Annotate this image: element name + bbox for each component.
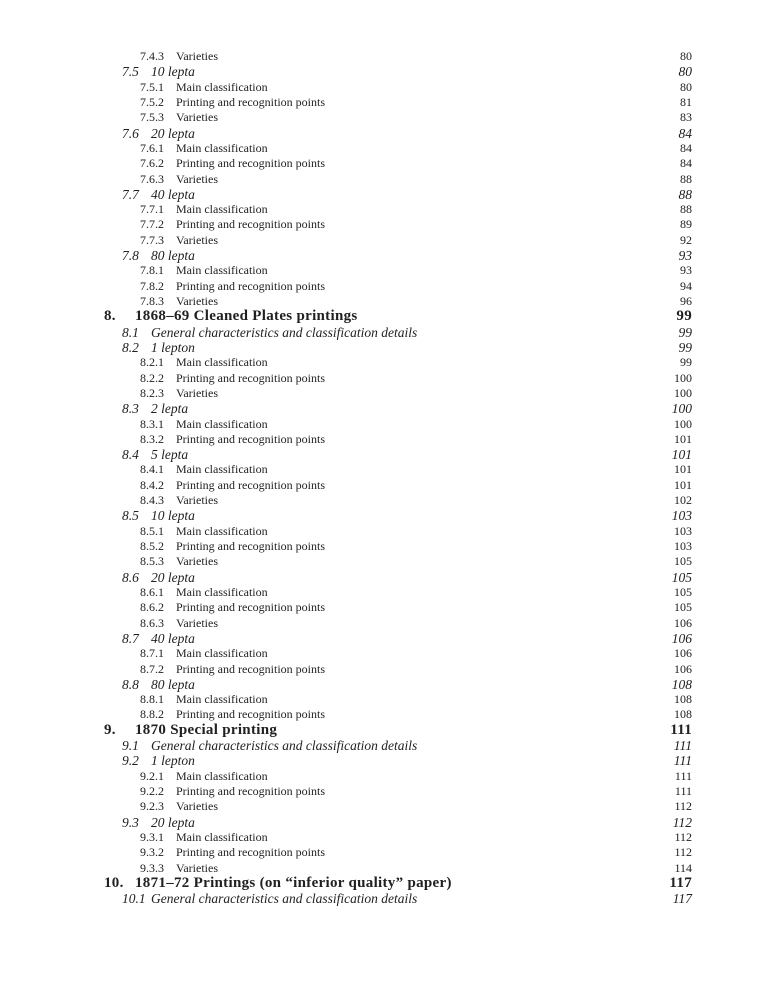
toc-entry-page: 100 bbox=[674, 385, 692, 400]
toc-entry-number: 8.5.1 bbox=[140, 523, 164, 538]
toc-entry-number: 8.8 bbox=[122, 676, 139, 692]
toc-entry-page: 84 bbox=[680, 140, 692, 155]
toc-entry-number: 8.5.2 bbox=[140, 539, 164, 553]
toc-entry-page: 94 bbox=[680, 278, 692, 293]
toc-entry-title: Varieties bbox=[176, 294, 218, 308]
toc-entry bbox=[0, 279, 778, 294]
toc-entry-title: Printing and recognition points bbox=[176, 431, 325, 446]
toc-entry-number: 8.2 bbox=[122, 339, 139, 355]
toc-entry-page: 106 bbox=[674, 615, 692, 630]
toc-entry-number: 7.5.1 bbox=[140, 79, 164, 94]
toc-entry bbox=[0, 753, 778, 768]
toc-entry-title: 40 lepta bbox=[151, 630, 195, 646]
toc-entry bbox=[0, 447, 778, 462]
toc-entry-page: 99 bbox=[678, 339, 692, 355]
toc-entry bbox=[0, 600, 778, 615]
toc-entry bbox=[0, 309, 778, 324]
toc-entry bbox=[0, 95, 778, 110]
toc-entry-title: 10 lepta bbox=[151, 64, 195, 80]
toc-entry-page: 111 bbox=[670, 721, 692, 738]
toc-entry-page: 101 bbox=[674, 462, 692, 477]
toc-entry bbox=[0, 217, 778, 232]
toc-entry-page: 84 bbox=[678, 125, 692, 141]
toc-entry-number: 9.2.3 bbox=[140, 799, 164, 814]
toc-entry-title: Main classification bbox=[176, 355, 268, 370]
toc-entry-number: 7.7.3 bbox=[140, 232, 164, 247]
toc-entry-page: 111 bbox=[673, 738, 692, 754]
toc-entry-number: 8.7 bbox=[122, 630, 139, 646]
toc-entry-title: Main classification bbox=[176, 646, 268, 661]
toc-entry-title: 20 lepta bbox=[151, 569, 195, 585]
toc-entry-number: 7.6.1 bbox=[140, 140, 164, 155]
toc-entry bbox=[0, 677, 778, 692]
toc-entry bbox=[0, 799, 778, 814]
toc-entry bbox=[0, 371, 778, 386]
toc-entry-page: 112 bbox=[674, 845, 692, 860]
toc-entry-page: 84 bbox=[680, 156, 692, 171]
toc-entry-page: 111 bbox=[674, 768, 692, 783]
toc-entry bbox=[0, 462, 778, 477]
toc-entry-number: 8.4.1 bbox=[140, 462, 164, 477]
toc-entry-page: 114 bbox=[674, 860, 692, 875]
toc-entry-number: 8.3.1 bbox=[140, 416, 164, 431]
toc-entry-page: 103 bbox=[671, 508, 692, 524]
toc-entry-number: 9.3.2 bbox=[140, 845, 164, 860]
toc-entry-page: 81 bbox=[680, 94, 692, 109]
toc-entry-number: 8.6.1 bbox=[140, 584, 164, 599]
toc-entry-page: 88 bbox=[680, 171, 692, 186]
toc-entry bbox=[0, 738, 778, 753]
toc-entry-number: 8.3.2 bbox=[140, 431, 164, 446]
toc-entry bbox=[0, 891, 778, 906]
toc-entry-page: 101 bbox=[674, 431, 692, 446]
toc-entry-page: 106 bbox=[671, 630, 692, 646]
toc-entry-page: 92 bbox=[680, 232, 692, 247]
toc-entry-page: 117 bbox=[669, 874, 692, 891]
toc-entry-number: 8.5.3 bbox=[140, 554, 164, 569]
toc-entry bbox=[0, 769, 778, 784]
toc-entry bbox=[0, 707, 778, 722]
toc-entry bbox=[0, 417, 778, 432]
toc-entry-number: 8.7.1 bbox=[140, 646, 164, 661]
toc-entry-number: 8.2.2 bbox=[140, 370, 164, 385]
toc-entry-number: 8.6.3 bbox=[140, 615, 164, 630]
toc-entry bbox=[0, 325, 778, 340]
toc-entry-number: 8.1 bbox=[122, 324, 139, 340]
toc-entry bbox=[0, 141, 778, 156]
toc-entry-title: General characteristics and classification details bbox=[151, 324, 418, 340]
toc-entry-title: Printing and recognition points bbox=[176, 600, 325, 615]
toc-entry-page: 105 bbox=[674, 584, 692, 599]
toc-entry-number: 7.6.3 bbox=[140, 171, 164, 186]
toc-entry-page: 100 bbox=[674, 370, 692, 385]
toc-entry-number: 9.2.2 bbox=[140, 784, 164, 798]
toc-entry-number: 8.5 bbox=[122, 508, 139, 524]
toc-entry-page: 105 bbox=[674, 600, 692, 615]
toc-entry-number: 8.7.2 bbox=[140, 661, 164, 676]
toc-entry bbox=[0, 49, 778, 64]
toc-entry-page: 101 bbox=[671, 447, 692, 463]
toc-entry-page: 108 bbox=[671, 676, 692, 692]
toc-entry-number: 7.7 bbox=[122, 186, 139, 202]
toc-entry bbox=[0, 80, 778, 95]
toc-entry-number: 8.2.3 bbox=[140, 385, 164, 400]
toc-entry-page: 99 bbox=[678, 324, 692, 340]
toc-entry-page: 103 bbox=[674, 523, 692, 538]
toc-entry-title: 1868–69 Cleaned Plates printings bbox=[135, 309, 358, 325]
toc-entry bbox=[0, 156, 778, 171]
toc-entry-number: 10. bbox=[104, 874, 124, 891]
toc-entry-number: 9.1 bbox=[122, 738, 139, 754]
toc-entry bbox=[0, 172, 778, 187]
toc-entry-number: 9.3.3 bbox=[140, 860, 164, 875]
toc-entry-title: Main classification bbox=[176, 692, 268, 707]
toc-entry bbox=[0, 110, 778, 125]
toc-entry bbox=[0, 524, 778, 539]
toc-entry-number: 8. bbox=[104, 308, 116, 325]
toc-entry bbox=[0, 784, 778, 799]
toc-entry-page: 112 bbox=[672, 814, 692, 830]
toc-entry-title: Main classification bbox=[176, 263, 268, 278]
toc-entry bbox=[0, 126, 778, 141]
toc-entry-page: 108 bbox=[674, 707, 692, 722]
toc-entry-number: 8.6 bbox=[122, 569, 139, 585]
toc-entry-title: Varieties bbox=[176, 799, 218, 814]
toc-entry bbox=[0, 294, 778, 309]
toc-entry-title: Varieties bbox=[176, 554, 218, 569]
toc-entry bbox=[0, 432, 778, 447]
toc-entry-title: 40 lepta bbox=[151, 186, 195, 202]
toc-entry bbox=[0, 692, 778, 707]
toc-entry bbox=[0, 845, 778, 860]
toc-entry-title: 1871–72 Printings (on “inferior quality” paper) bbox=[135, 875, 452, 891]
toc-entry-number: 7.5 bbox=[122, 64, 139, 80]
toc-entry bbox=[0, 64, 778, 79]
toc-entry-title: Varieties bbox=[176, 493, 218, 508]
toc-entry-number: 8.2.1 bbox=[140, 355, 164, 370]
toc-entry-title: Printing and recognition points bbox=[176, 845, 325, 860]
toc-entry-title: 10 lepta bbox=[151, 508, 195, 524]
toc-entry-page: 106 bbox=[674, 661, 692, 676]
toc-entry-number: 8.4 bbox=[122, 447, 139, 463]
toc-entry-title: Varieties bbox=[176, 171, 218, 186]
toc-entry-page: 88 bbox=[678, 186, 692, 202]
toc-entry-number: 10.1 bbox=[122, 891, 146, 907]
toc-entry-page: 105 bbox=[674, 554, 692, 569]
toc-entry-title: Printing and recognition points bbox=[176, 217, 325, 232]
toc-entry-title: Printing and recognition points bbox=[176, 156, 325, 171]
toc-entry-number: 8.4.2 bbox=[140, 477, 164, 492]
toc-entry-page: 105 bbox=[671, 569, 692, 585]
toc-entry-title: General characteristics and classification details bbox=[151, 738, 418, 754]
toc-entry bbox=[0, 723, 778, 738]
toc-entry-number: 9.3.1 bbox=[140, 829, 164, 844]
toc-entry bbox=[0, 554, 778, 569]
toc-entry-page: 93 bbox=[680, 263, 692, 278]
toc-entry-page: 111 bbox=[673, 753, 692, 769]
toc-entry-page: 99 bbox=[676, 308, 692, 325]
toc-entry-page: 100 bbox=[674, 416, 692, 431]
toc-entry bbox=[0, 616, 778, 631]
toc-entry-title: Varieties bbox=[176, 385, 218, 400]
toc-entry-number: 7.6.2 bbox=[140, 156, 164, 171]
toc-entry-title: Main classification bbox=[176, 79, 268, 94]
toc-entry-number: 7.8.3 bbox=[140, 294, 164, 308]
toc-entry-number: 7.8.2 bbox=[140, 278, 164, 293]
toc-entry bbox=[0, 646, 778, 661]
toc-entry-number: 9.2 bbox=[122, 753, 139, 769]
toc-entry-page: 80 bbox=[680, 79, 692, 94]
toc-entry-title: Varieties bbox=[176, 860, 218, 875]
toc-entry-title: Main classification bbox=[176, 768, 268, 783]
toc-entry bbox=[0, 478, 778, 493]
toc-entry-title: Varieties bbox=[176, 615, 218, 630]
toc-entry-title: Varieties bbox=[176, 49, 218, 63]
toc-entry-title: 2 lepta bbox=[151, 401, 189, 417]
toc-entry-title: 20 lepta bbox=[151, 125, 195, 141]
toc-entry-page: 112 bbox=[674, 829, 692, 844]
toc-entry-page: 103 bbox=[674, 539, 692, 553]
toc-entry-page: 93 bbox=[678, 248, 692, 264]
toc-entry bbox=[0, 248, 778, 263]
toc-entry-page: 89 bbox=[680, 217, 692, 232]
toc-entry bbox=[0, 493, 778, 508]
toc-entry-number: 7.8 bbox=[122, 248, 139, 264]
toc-entry-title: 1 lepton bbox=[151, 753, 195, 769]
toc-entry-page: 117 bbox=[672, 891, 692, 907]
toc-entry-title: Printing and recognition points bbox=[176, 707, 325, 722]
toc-entry bbox=[0, 355, 778, 370]
toc-entry-title: Printing and recognition points bbox=[176, 94, 325, 109]
toc-entry bbox=[0, 815, 778, 830]
toc-entry-page: 106 bbox=[674, 646, 692, 661]
toc-entry-title: Main classification bbox=[176, 584, 268, 599]
toc-entry bbox=[0, 340, 778, 355]
toc-entry-number: 7.5.2 bbox=[140, 94, 164, 109]
toc-entry bbox=[0, 187, 778, 202]
toc-entry-number: 9.3 bbox=[122, 814, 139, 830]
toc-entry-title: Printing and recognition points bbox=[176, 278, 325, 293]
toc-entry-title: Main classification bbox=[176, 202, 268, 217]
toc-entry-number: 7.8.1 bbox=[140, 263, 164, 278]
toc-entry-page: 96 bbox=[680, 294, 692, 308]
toc-entry bbox=[0, 401, 778, 416]
toc-entry bbox=[0, 585, 778, 600]
toc-entry-number: 7.5.3 bbox=[140, 110, 164, 125]
toc-entry-number: 9. bbox=[104, 721, 116, 738]
toc-entry-title: Printing and recognition points bbox=[176, 370, 325, 385]
toc-entry-number: 7.6 bbox=[122, 125, 139, 141]
toc-entry-title: 1 lepton bbox=[151, 339, 195, 355]
toc-entry-number: 8.8.2 bbox=[140, 707, 164, 722]
toc-entry-title: Printing and recognition points bbox=[176, 784, 325, 798]
toc-entry-number: 8.8.1 bbox=[140, 692, 164, 707]
toc-entry-title: 80 lepta bbox=[151, 248, 195, 264]
toc-entry bbox=[0, 631, 778, 646]
toc-entry-title: 1870 Special printing bbox=[135, 722, 278, 738]
toc-entry-title: Main classification bbox=[176, 140, 268, 155]
toc-entry-title: General characteristics and classification details bbox=[151, 891, 418, 907]
toc-entry-title: 20 lepta bbox=[151, 814, 195, 830]
toc-entry-page: 102 bbox=[674, 493, 692, 508]
toc-entry-title: Main classification bbox=[176, 462, 268, 477]
toc-entry-title: Main classification bbox=[176, 416, 268, 431]
toc-entry-page: 108 bbox=[674, 692, 692, 707]
toc-entry-page: 83 bbox=[680, 110, 692, 125]
toc-entry-title: Varieties bbox=[176, 232, 218, 247]
toc-entry-title: 5 lepta bbox=[151, 447, 189, 463]
toc-entry bbox=[0, 233, 778, 248]
toc-entry-title: Main classification bbox=[176, 523, 268, 538]
toc-entry-number: 8.3 bbox=[122, 401, 139, 417]
toc-entry-page: 112 bbox=[674, 799, 692, 814]
toc-entry bbox=[0, 386, 778, 401]
toc-entry-page: 111 bbox=[674, 784, 692, 798]
table-of-contents bbox=[0, 49, 778, 907]
toc-entry-page: 101 bbox=[674, 477, 692, 492]
toc-entry-number: 8.4.3 bbox=[140, 493, 164, 508]
toc-entry-page: 80 bbox=[680, 49, 692, 63]
toc-entry-title: Printing and recognition points bbox=[176, 661, 325, 676]
toc-entry-title: Printing and recognition points bbox=[176, 477, 325, 492]
toc-entry-title: Printing and recognition points bbox=[176, 539, 325, 553]
toc-entry bbox=[0, 263, 778, 278]
toc-entry bbox=[0, 508, 778, 523]
toc-entry-title: Varieties bbox=[176, 110, 218, 125]
toc-entry-page: 100 bbox=[671, 401, 692, 417]
toc-entry bbox=[0, 830, 778, 845]
toc-entry-number: 9.2.1 bbox=[140, 768, 164, 783]
toc-entry-number: 7.7.1 bbox=[140, 202, 164, 217]
toc-entry-page: 99 bbox=[680, 355, 692, 370]
toc-entry-title: Main classification bbox=[176, 829, 268, 844]
toc-entry bbox=[0, 570, 778, 585]
toc-entry bbox=[0, 202, 778, 217]
toc-entry-number: 7.7.2 bbox=[140, 217, 164, 232]
toc-entry-page: 80 bbox=[678, 64, 692, 80]
toc-entry-page: 88 bbox=[680, 202, 692, 217]
toc-entry-number: 7.4.3 bbox=[140, 49, 164, 63]
toc-entry bbox=[0, 861, 778, 876]
toc-entry bbox=[0, 876, 778, 891]
toc-entry-number: 8.6.2 bbox=[140, 600, 164, 615]
toc-entry bbox=[0, 539, 778, 554]
toc-entry bbox=[0, 662, 778, 677]
toc-entry-title: 80 lepta bbox=[151, 676, 195, 692]
